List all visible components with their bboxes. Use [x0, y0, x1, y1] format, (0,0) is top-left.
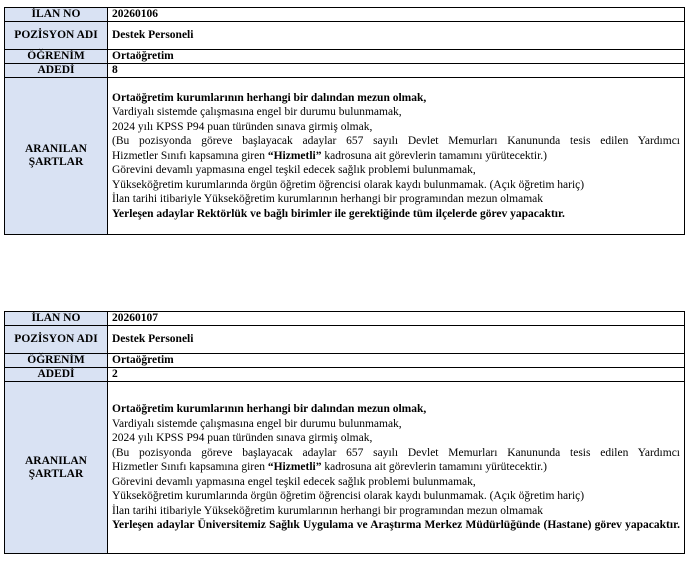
adedi-label: ADEDİ	[5, 64, 108, 78]
condition-line: İlan tarihi itibariyle Yükseköğretim kurumlarının herhangi bir programından mezun olmamak	[112, 504, 544, 517]
condition-line: Vardiyalı sistemde çalışmasına engel bir durumu bulunmamak,	[112, 106, 402, 119]
condition-line: Ortaöğretim kurumlarının herhangi bir dalından mezun olmak,	[112, 91, 427, 104]
ogrenim-value: Ortaöğretim	[108, 50, 685, 64]
row-adedi	[5, 64, 685, 78]
condition-text: Hizmetler Sınıfı kapsamına giren	[112, 149, 268, 162]
row-ogrenim	[5, 50, 685, 64]
condition-highlight: “Hizmetli”	[267, 149, 322, 162]
condition-line: Yerleşen adaylar Rektörlük ve bağlı birimler ile gerektiğinde tüm ilçelerde görev yapacaktır.	[112, 207, 565, 220]
row-pozisyon-adi	[5, 326, 685, 354]
row-ilan-no	[5, 8, 685, 22]
adedi-value: 2	[108, 368, 685, 382]
row-pozisyon-adi	[5, 22, 685, 50]
ogrenim-label: ÖĞRENİM	[5, 50, 108, 64]
condition-line: Ortaöğretim kurumlarının herhangi bir dalından mezun olmak,	[112, 403, 427, 416]
condition-line	[112, 149, 680, 164]
row-ogrenim	[5, 354, 685, 368]
adedi-label: ADEDİ	[5, 368, 108, 382]
ilan-no-label: İLAN NO	[5, 8, 108, 22]
condition-line: (Bu pozisyonda göreve başlayacak adaylar 657 sayılı Devlet Memurları Kanununda tesis edilen Yardımcı	[112, 135, 680, 148]
condition-highlight: “Hizmetli”	[267, 461, 322, 474]
pozisyon-adi-label: POZİSYON ADI	[5, 22, 108, 50]
condition-line: Görevini devamlı yapmasına engel teşkil edecek sağlık problemi bulunmamak,	[112, 475, 476, 488]
conditions-cell	[108, 382, 685, 554]
aranilan-sartlar-label: ARANILAN ŞARTLAR	[5, 78, 108, 235]
row-aranilan-sartlar	[5, 382, 685, 554]
job-listing-table-1	[4, 7, 685, 235]
condition-line: Vardiyalı sistemde çalışmasına engel bir durumu bulunmamak,	[112, 417, 402, 430]
condition-line: Yükseköğretim kurumlarında örgün öğretim öğrencisi olarak kaydı bulunmamak. (Açık öğretim hariç)	[112, 490, 585, 503]
condition-line: Yerleşen adaylar Üniversitemiz Sağlık Uygulama ve Araştırma Merkez Müdürlüğünde (Hastane) görev yapacaktır.	[112, 519, 680, 532]
ilan-no-value: 20260106	[108, 8, 685, 22]
adedi-value: 8	[108, 64, 685, 78]
pozisyon-adi-label: POZİSYON ADI	[5, 326, 108, 354]
condition-line: 2024 yılı KPSS P94 puan türünden sınava girmiş olmak,	[112, 120, 373, 133]
ilan-no-label: İLAN NO	[5, 312, 108, 326]
job-listing-table-2	[4, 311, 685, 554]
row-adedi	[5, 368, 685, 382]
row-ilan-no	[5, 312, 685, 326]
condition-text: kadrosuna ait görevlerin tamamını yürütecektir.)	[321, 461, 547, 474]
condition-line: İlan tarihi itibariyle Yükseköğretim kurumlarının herhangi bir programından mezun olmamak	[112, 193, 544, 206]
condition-line	[112, 460, 680, 475]
condition-line: Yükseköğretim kurumlarında örgün öğretim öğrencisi olarak kaydı bulunmamak. (Açık öğretim hariç)	[112, 178, 585, 191]
condition-text: kadrosuna ait görevlerin tamamını yürütecektir.)	[321, 149, 547, 162]
ogrenim-label: ÖĞRENİM	[5, 354, 108, 368]
pozisyon-adi-value: Destek Personeli	[108, 326, 685, 354]
condition-line: 2024 yılı KPSS P94 puan türünden sınava girmiş olmak,	[112, 432, 373, 445]
condition-line: Görevini devamlı yapmasına engel teşkil edecek sağlık problemi bulunmamak,	[112, 164, 476, 177]
condition-line: (Bu pozisyonda göreve başlayacak adaylar 657 sayılı Devlet Memurları Kanununda tesis edilen Yardımcı	[112, 446, 680, 459]
row-aranilan-sartlar	[5, 78, 685, 235]
ilan-no-value: 20260107	[108, 312, 685, 326]
condition-text: Hizmetler Sınıfı kapsamına giren	[112, 461, 268, 474]
aranilan-sartlar-label: ARANILAN ŞARTLAR	[5, 382, 108, 554]
ogrenim-value: Ortaöğretim	[108, 354, 685, 368]
pozisyon-adi-value: Destek Personeli	[108, 22, 685, 50]
conditions-cell	[108, 78, 685, 235]
